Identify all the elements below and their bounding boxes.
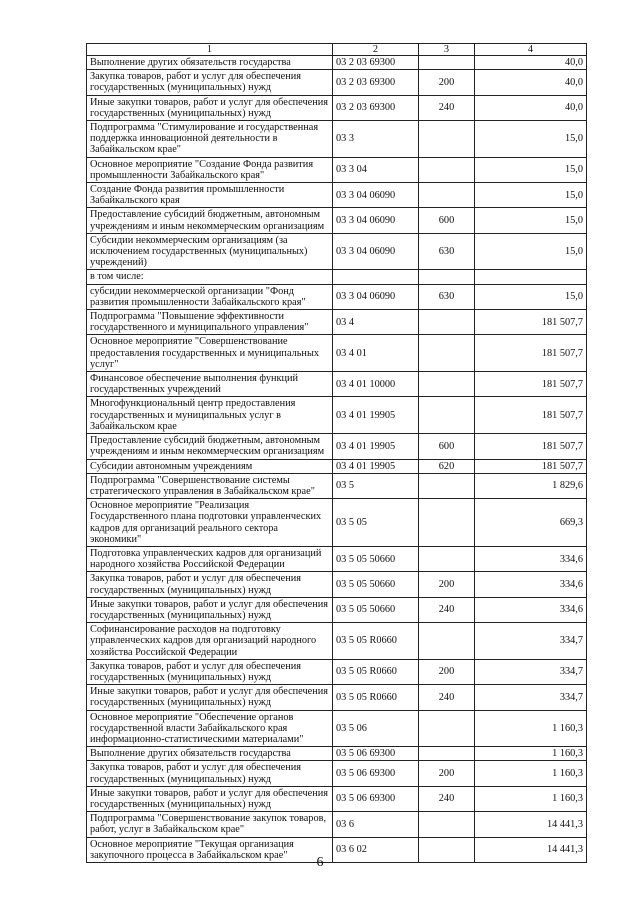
table-row [87,572,587,597]
amount-cell: 181 507,7 [475,459,587,473]
expense-type-code-cell: 600 [419,208,475,233]
header-col-3: 3 [419,44,475,56]
amount-cell: 15,0 [475,121,587,158]
expense-type-code-cell [419,710,475,747]
amount-cell: 334,7 [475,685,587,710]
table-header-row [87,44,587,56]
expense-name-cell: Софинансирование расходов на подготовку управленческих кадров для организаций народного хозяйства Российской Федерации [87,623,333,660]
target-article-code-cell: 03 5 06 [333,710,419,747]
expense-type-code-cell [419,499,475,547]
expense-name-cell: Многофункциональный центр предоставления государственных и муниципальных услуг в Забайкальском крае [87,397,333,434]
expense-type-code-cell: 200 [419,572,475,597]
expense-type-code-cell: 620 [419,459,475,473]
expense-name-cell: Подпрограмма "Совершенствование системы стратегического управления в Забайкальском крае" [87,473,333,498]
amount-cell: 181 507,7 [475,335,587,372]
amount-cell: 181 507,7 [475,372,587,397]
expense-type-code-cell [419,56,475,70]
expense-type-code-cell: 240 [419,685,475,710]
table-row [87,183,587,208]
target-article-code-cell: 03 3 04 [333,157,419,182]
table-row [87,157,587,182]
target-article-code-cell: 03 5 05 50660 [333,546,419,571]
table-row [87,397,587,434]
expense-name-cell: Основное мероприятие "Обеспечение органов государственной власти Забайкальского края информационно-статистическими материалами" [87,710,333,747]
expense-name-cell: Иные закупки товаров, работ и услуг для обеспечения государственных (муниципальных) нужд [87,786,333,811]
expense-name-cell: Закупка товаров, работ и услуг для обеспечения государственных (муниципальных) нужд [87,70,333,95]
expense-type-code-cell [419,747,475,761]
table-row [87,121,587,158]
amount-cell: 1 160,3 [475,710,587,747]
amount-cell: 1 829,6 [475,473,587,498]
table-row [87,499,587,547]
amount-cell: 1 160,3 [475,747,587,761]
amount-cell: 15,0 [475,284,587,309]
expense-name-cell: Подпрограмма "Стимулирование и государственная поддержка инновационной деятельности в Забайкальском крае" [87,121,333,158]
expense-type-code-cell: 240 [419,597,475,622]
expense-name-cell: Выполнение других обязательств государства [87,56,333,70]
target-article-code-cell: 03 3 04 06090 [333,284,419,309]
amount-cell: 334,7 [475,623,587,660]
expense-name-cell: Субсидии некоммерческим организациям (за исключением государственных (муниципальных) учреждений) [87,233,333,270]
amount-cell: 15,0 [475,233,587,270]
amount-cell [475,270,587,284]
expense-name-cell: Закупка товаров, работ и услуг для обеспечения государственных (муниципальных) нужд [87,572,333,597]
target-article-code-cell: 03 3 04 06090 [333,208,419,233]
target-article-code-cell: 03 6 [333,812,419,837]
table-row [87,623,587,660]
table-row [87,473,587,498]
target-article-code-cell: 03 4 01 [333,335,419,372]
target-article-code-cell: 03 6 02 [333,837,419,862]
expense-name-cell: субсидии некоммерческой организации "Фонд развития промышленности Забайкальского края" [87,284,333,309]
target-article-code-cell: 03 2 03 69300 [333,56,419,70]
expense-name-cell: Закупка товаров, работ и услуг для обеспечения государственных (муниципальных) нужд [87,659,333,684]
expense-type-code-cell [419,623,475,660]
expense-name-cell: Основное мероприятие "Создание Фонда развития промышленности Забайкальского края" [87,157,333,182]
expense-name-cell: Создание Фонда развития промышленности Забайкальского края [87,183,333,208]
table-row [87,372,587,397]
target-article-code-cell: 03 4 01 19905 [333,434,419,459]
amount-cell: 15,0 [475,183,587,208]
expense-name-cell: Финансовое обеспечение выполнения функций государственных учреждений [87,372,333,397]
expense-name-cell: Выполнение других обязательств государства [87,747,333,761]
expense-type-code-cell: 240 [419,95,475,120]
table-row [87,747,587,761]
target-article-code-cell: 03 5 05 R0660 [333,623,419,660]
amount-cell: 1 160,3 [475,786,587,811]
amount-cell: 334,6 [475,546,587,571]
expense-name-cell: Основное мероприятие "Текущая организация закупочного процесса в Забайкальском крае" [87,837,333,862]
expense-name-cell: Подпрограмма "Совершенствование закупок товаров, работ, услуг в Забайкальском крае" [87,812,333,837]
header-col-2: 2 [333,44,419,56]
expense-type-code-cell [419,372,475,397]
amount-cell: 669,3 [475,499,587,547]
target-article-code-cell: 03 5 05 R0660 [333,685,419,710]
amount-cell: 40,0 [475,70,587,95]
amount-cell: 14 441,3 [475,837,587,862]
table-row [87,56,587,70]
table-row [87,659,587,684]
page-number: 6 [316,855,324,870]
expense-type-code-cell: 630 [419,233,475,270]
amount-cell: 1 160,3 [475,761,587,786]
amount-cell: 40,0 [475,56,587,70]
table-row [87,95,587,120]
table-row [87,310,587,335]
expense-name-cell: Подпрограмма "Повышение эффективности государственного и муниципального управления" [87,310,333,335]
amount-cell: 334,6 [475,597,587,622]
target-article-code-cell: 03 4 01 19905 [333,397,419,434]
expense-name-cell: в том числе: [87,270,333,284]
expense-name-cell: Закупка товаров, работ и услуг для обеспечения государственных (муниципальных) нужд [87,761,333,786]
expense-type-code-cell [419,157,475,182]
table-row [87,761,587,786]
amount-cell: 15,0 [475,157,587,182]
expense-type-code-cell: 240 [419,786,475,811]
table-row [87,70,587,95]
target-article-code-cell: 03 3 [333,121,419,158]
expense-type-code-cell [419,270,475,284]
expense-type-code-cell: 200 [419,659,475,684]
expense-name-cell: Подготовка управленческих кадров для организаций народного хозяйства Российской Федерации [87,546,333,571]
amount-cell: 181 507,7 [475,310,587,335]
target-article-code-cell [333,270,419,284]
expense-type-code-cell: 600 [419,434,475,459]
expense-type-code-cell: 630 [419,284,475,309]
amount-cell: 181 507,7 [475,434,587,459]
expense-name-cell: Основное мероприятие "Реализация Государственного плана подготовки управленческих кадров для организаций реального сектора экономики" [87,499,333,547]
target-article-code-cell: 03 5 06 69300 [333,747,419,761]
target-article-code-cell: 03 5 06 69300 [333,786,419,811]
target-article-code-cell: 03 5 05 [333,499,419,547]
target-article-code-cell: 03 3 04 06090 [333,183,419,208]
expense-type-code-cell [419,121,475,158]
target-article-code-cell: 03 5 05 50660 [333,572,419,597]
target-article-code-cell: 03 5 05 50660 [333,597,419,622]
amount-cell: 181 507,7 [475,397,587,434]
amount-cell: 40,0 [475,95,587,120]
target-article-code-cell: 03 5 [333,473,419,498]
table-row [87,208,587,233]
target-article-code-cell: 03 2 03 69300 [333,70,419,95]
table-body [87,56,587,863]
table-row [87,685,587,710]
expense-type-code-cell: 200 [419,70,475,95]
expense-type-code-cell [419,335,475,372]
table-row [87,597,587,622]
target-article-code-cell: 03 2 03 69300 [333,95,419,120]
table-row [87,546,587,571]
table-row [87,710,587,747]
expense-name-cell: Субсидии автономным учреждениям [87,459,333,473]
amount-cell: 14 441,3 [475,812,587,837]
table-row [87,434,587,459]
target-article-code-cell: 03 5 06 69300 [333,761,419,786]
expense-type-code-cell [419,546,475,571]
budget-table [86,43,587,863]
expense-name-cell: Иные закупки товаров, работ и услуг для обеспечения государственных (муниципальных) нужд [87,95,333,120]
table-row [87,335,587,372]
header-col-1: 1 [87,44,333,56]
expense-type-code-cell [419,812,475,837]
expense-type-code-cell [419,310,475,335]
table-row [87,812,587,837]
expense-name-cell: Иные закупки товаров, работ и услуг для обеспечения государственных (муниципальных) нужд [87,597,333,622]
expense-type-code-cell [419,397,475,434]
expense-type-code-cell [419,183,475,208]
target-article-code-cell: 03 4 01 19905 [333,459,419,473]
table-row [87,284,587,309]
expense-name-cell: Предоставление субсидий бюджетным, автономным учреждениям и иным некоммерческим организациям [87,434,333,459]
expense-type-code-cell [419,473,475,498]
expense-name-cell: Предоставление субсидий бюджетным, автономным учреждениям и иным некоммерческим организациям [87,208,333,233]
table-row [87,270,587,284]
amount-cell: 334,7 [475,659,587,684]
expense-type-code-cell: 200 [419,761,475,786]
amount-cell: 15,0 [475,208,587,233]
amount-cell: 334,6 [475,572,587,597]
table-row [87,786,587,811]
expense-name-cell: Основное мероприятие "Совершенствование предоставления государственных и муниципальных услуг" [87,335,333,372]
header-col-4: 4 [475,44,587,56]
expense-name-cell: Иные закупки товаров, работ и услуг для обеспечения государственных (муниципальных) нужд [87,685,333,710]
table-row [87,233,587,270]
target-article-code-cell: 03 3 04 06090 [333,233,419,270]
target-article-code-cell: 03 4 01 10000 [333,372,419,397]
target-article-code-cell: 03 5 05 R0660 [333,659,419,684]
table-row [87,459,587,473]
target-article-code-cell: 03 4 [333,310,419,335]
